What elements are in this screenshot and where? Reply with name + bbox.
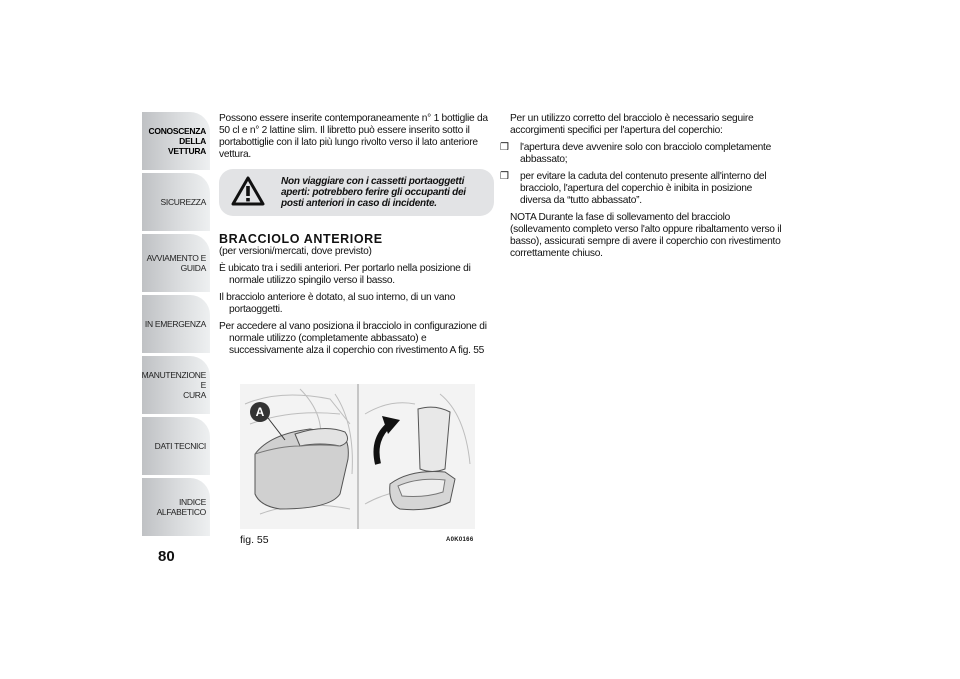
subheading: (per versioni/mercati, dove previsto) [219,246,372,257]
armrest-illustration [240,384,475,529]
bullet-item: ❒ per evitare la caduta del contenuto presente all'interno del bracciolo, l'apertura del coperchio è inibita in posizione diversa da “tutto abbassato”. [500,171,767,206]
warning-text: Non viaggiare con i cassetti portaoggetti aperti: potrebbero ferire gli occupanti dei posti anteriori in caso di incidente. [281,176,466,209]
paragraph-1: È ubicato tra i sedili anteriori. Per portarlo nella posizione di normale utilizzo spingilo verso il basso. [219,263,471,286]
page-number: 80 [158,548,175,565]
right-intro: Per un utilizzo corretto del bracciolo è necessario seguire accorgimenti specifici per l'apertura del coperchio: [510,113,754,136]
tab-avviamento[interactable]: AVVIAMENTO E GUIDA [142,234,210,292]
tab-sicurezza[interactable]: SICUREZZA [142,173,210,231]
tab-manutenzione[interactable]: MANUTENZIONE E CURA [142,356,210,414]
paragraph-3: Per accedere al vano posiziona il bracciolo in configurazione di normale utilizzo (completamente abbassato) e successivamente alza il coperchio con rivestimento A fig. 55 [219,321,487,356]
section-heading: BRACCIOLO ANTERIORE [219,232,383,246]
warning-triangle-icon [231,176,271,210]
figure-code: A0K0166 [446,537,474,543]
right-column [500,113,785,265]
left-column [219,113,494,362]
tab-indice[interactable]: INDICE ALFABETICO [142,478,210,536]
checkbox-bullet-icon: ❒ [500,171,509,182]
chapter-tabs [142,112,210,539]
note-paragraph: NOTA Durante la fase di sollevamento del bracciolo (sollevamento completo verso l'alto oppure ribaltamento verso il basso), assicurati sempre di avere il coperchio con rivestimento correttamente chiuso. [510,212,782,259]
bullet-item: ❒ l'apertura deve avvenire solo con bracciolo completamente abbassato; [500,142,772,165]
tab-emergenza[interactable]: IN EMERGENZA [142,295,210,353]
warning-box [219,169,494,216]
paragraph-2: Il bracciolo anteriore è dotato, al suo interno, di un vano portaoggetti. [219,292,456,315]
tab-conoscenza[interactable]: CONOSCENZA DELLA VETTURA [142,112,210,170]
intro-paragraph: Possono essere inserite contemporaneamente n° 1 bottiglie da 50 cl e n° 2 lattine slim. Il libretto può essere inserito sotto il portabottiglie con il lato più lungo rivolto verso il lato anteriore vettura. [219,113,488,160]
checkbox-bullet-icon: ❒ [500,142,509,153]
tab-dati-tecnici[interactable]: DATI TECNICI [142,417,210,475]
figure-caption: fig. 55 [240,534,269,546]
callout-a: A [255,405,265,419]
